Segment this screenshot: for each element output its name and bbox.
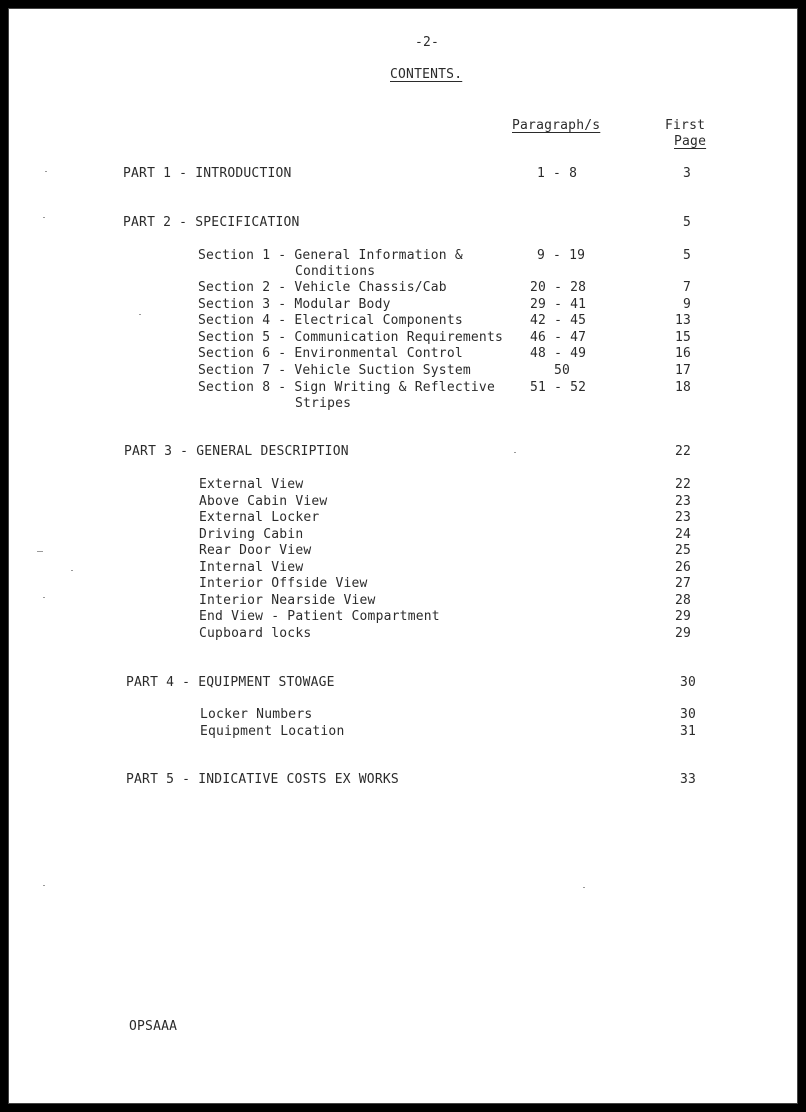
section-6-page: 16 bbox=[674, 346, 691, 361]
scan-speck bbox=[45, 171, 47, 172]
part-3-item-page: 24 bbox=[674, 527, 691, 542]
first-page-header-line2: Page bbox=[674, 134, 707, 149]
scan-speck bbox=[43, 597, 45, 598]
section-6-label: Section 6 - Environmental Control bbox=[198, 346, 463, 361]
part-3-item: End View - Patient Compartment bbox=[199, 609, 440, 624]
part-3-item: Interior Offside View bbox=[199, 576, 368, 591]
part-3-item-page: 29 bbox=[674, 626, 691, 641]
scan-speck bbox=[43, 885, 45, 886]
part-3-item-page: 28 bbox=[674, 593, 691, 608]
part-3-item-page: 23 bbox=[674, 510, 691, 525]
section-1-line2: Conditions bbox=[295, 264, 376, 279]
scan-speck bbox=[37, 551, 43, 552]
part-4-item-page: 30 bbox=[679, 707, 696, 722]
part-4-item: Locker Numbers bbox=[200, 707, 313, 722]
document-page bbox=[8, 8, 798, 1104]
part-5-label: PART 5 - INDICATIVE COSTS EX WORKS bbox=[126, 772, 399, 787]
document-code: OPSAAA bbox=[129, 1019, 178, 1034]
section-7-paragraphs: 50 bbox=[554, 363, 571, 378]
part-2-label: PART 2 - SPECIFICATION bbox=[123, 215, 300, 230]
section-1-paragraphs: 9 - 19 bbox=[537, 248, 586, 263]
part-3-item: Internal View bbox=[199, 560, 304, 575]
part-3-item-page: 29 bbox=[674, 609, 691, 624]
section-4-label: Section 4 - Electrical Components bbox=[198, 313, 463, 328]
part-5-page: 33 bbox=[679, 772, 696, 787]
section-8-page: 18 bbox=[674, 380, 691, 395]
scan-speck bbox=[139, 314, 141, 315]
part-3-item: Above Cabin View bbox=[199, 494, 328, 509]
section-2-label: Section 2 - Vehicle Chassis/Cab bbox=[198, 280, 447, 295]
scan-speck bbox=[71, 570, 73, 571]
part-3-item: Cupboard locks bbox=[199, 626, 312, 641]
section-2-page: 7 bbox=[682, 280, 691, 295]
section-8-paragraphs: 51 - 52 bbox=[530, 380, 587, 395]
scan-speck bbox=[43, 217, 45, 218]
part-3-item: External View bbox=[199, 477, 304, 492]
part-3-item-page: 22 bbox=[674, 477, 691, 492]
section-2-paragraphs: 20 - 28 bbox=[530, 280, 587, 295]
section-5-label: Section 5 - Communication Requirements bbox=[198, 330, 504, 345]
paragraphs-column-header: Paragraph/s bbox=[512, 118, 601, 133]
first-page-header-line1: First bbox=[665, 118, 706, 133]
section-6-paragraphs: 48 - 49 bbox=[530, 346, 587, 361]
part-1-label: PART 1 - INTRODUCTION bbox=[123, 166, 292, 181]
part-3-label: PART 3 - GENERAL DESCRIPTION bbox=[124, 444, 349, 459]
scan-speck bbox=[514, 452, 516, 453]
part-1-paragraphs: 1 - 8 bbox=[537, 166, 578, 181]
scan-speck bbox=[583, 887, 585, 888]
part-4-label: PART 4 - EQUIPMENT STOWAGE bbox=[126, 675, 335, 690]
part-3-item-page: 25 bbox=[674, 543, 691, 558]
part-1-page: 3 bbox=[682, 166, 691, 181]
part-4-item: Equipment Location bbox=[200, 724, 345, 739]
part-3-item: Driving Cabin bbox=[199, 527, 304, 542]
part-3-item-page: 26 bbox=[674, 560, 691, 575]
part-3-page: 22 bbox=[674, 444, 691, 459]
part-3-item: External Locker bbox=[199, 510, 320, 525]
section-3-paragraphs: 29 - 41 bbox=[530, 297, 587, 312]
section-8-line2: Stripes bbox=[295, 396, 352, 411]
contents-title: CONTENTS. bbox=[390, 67, 463, 82]
section-1-line1: Section 1 - General Information & bbox=[198, 248, 463, 263]
section-5-page: 15 bbox=[674, 330, 691, 345]
section-7-page: 17 bbox=[674, 363, 691, 378]
part-3-item-page: 23 bbox=[674, 494, 691, 509]
part-3-item: Interior Nearside View bbox=[199, 593, 376, 608]
part-3-item-page: 27 bbox=[674, 576, 691, 591]
section-4-page: 13 bbox=[674, 313, 691, 328]
section-3-page: 9 bbox=[682, 297, 691, 312]
section-5-paragraphs: 46 - 47 bbox=[530, 330, 587, 345]
section-4-paragraphs: 42 - 45 bbox=[530, 313, 587, 328]
section-7-label: Section 7 - Vehicle Suction System bbox=[198, 363, 471, 378]
page-number: -2- bbox=[415, 35, 440, 50]
part-2-page: 5 bbox=[682, 215, 691, 230]
section-1-page: 5 bbox=[682, 248, 691, 263]
part-4-page: 30 bbox=[679, 675, 696, 690]
part-3-item: Rear Door View bbox=[199, 543, 312, 558]
part-4-item-page: 31 bbox=[679, 724, 696, 739]
section-8-line1: Section 8 - Sign Writing & Reflective bbox=[198, 380, 495, 395]
section-3-label: Section 3 - Modular Body bbox=[198, 297, 391, 312]
